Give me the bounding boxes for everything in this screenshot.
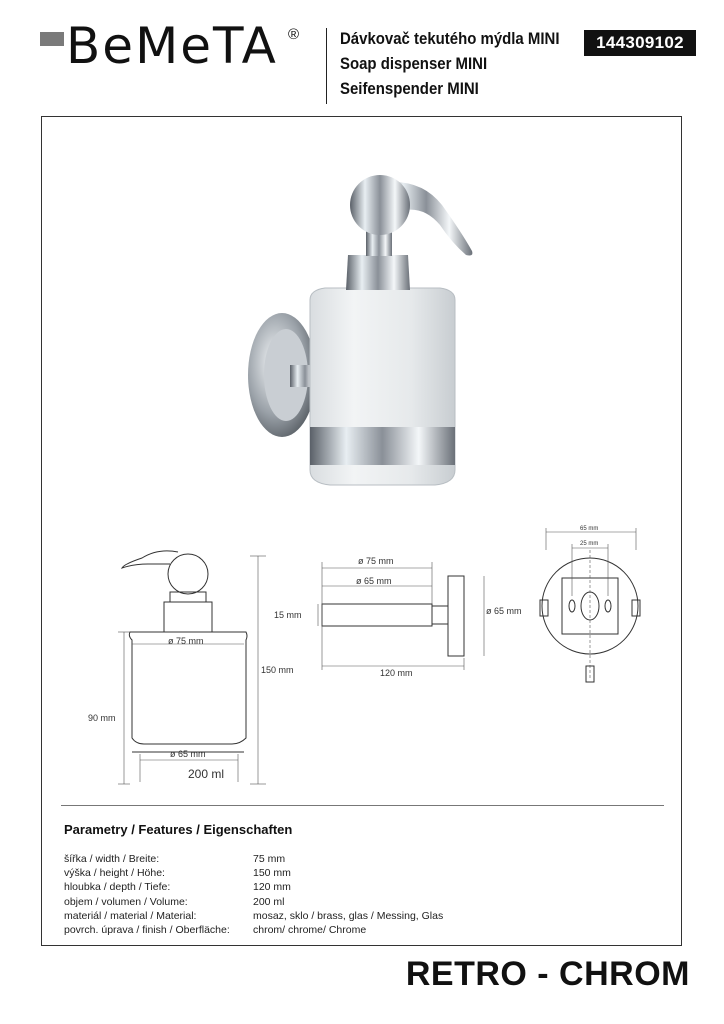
section-separator [61,805,664,806]
spec-row [64,895,443,909]
spec-value: 120 mm [253,881,291,894]
front-top-diameter: ø 75 mm [168,636,204,646]
features-heading: Parametry / Features / Eigenschaften [64,822,293,837]
title-cz: Dávkovač tekutého mýdla MINI [340,29,560,48]
back-25-dim: 25 mm [580,541,599,547]
front-bottom-diameter: ø 65 mm [170,749,206,759]
spec-label: výška / height / Höhe: [64,867,165,880]
title-de: Seifenspender MINI [340,79,479,98]
side-rose-dim: ø 65 mm [486,606,522,616]
side-dia75-dim: ø 75 mm [358,556,394,566]
spec-value: 150 mm [253,867,291,880]
spec-label: objem / volumen / Volume: [64,895,188,908]
spec-value: 75 mm [253,853,286,865]
spec-row [64,880,443,894]
spec-label: materiál / material / Material: [64,909,197,922]
back-65-dim: 65 mm [580,526,599,532]
spec-value: chrom/ chrome/ Chrome [253,924,367,937]
header-divider [326,28,327,104]
spec-row [64,852,443,866]
technical-drawings [60,520,670,800]
brand-logo [40,17,305,78]
front-body-height-dim: 90 mm [88,713,116,723]
spec-value: mosaz, sklo / brass, glas / Messing, Glas [253,909,444,922]
product-titles [340,26,589,101]
spec-value: 200 ml [253,895,285,908]
spec-row [64,909,443,923]
spec-row [64,923,443,937]
side-15-dim: 15 mm [274,610,302,620]
title-en: Soap dispenser MINI [340,54,488,73]
spec-label: povrch. úprava / finish / Oberfläche: [64,924,230,937]
spec-label: šířka / width / Breite: [64,853,160,865]
side-dia65-dim: ø 65 mm [356,576,392,586]
spec-row [64,866,443,880]
registered-mark: ® [288,26,300,43]
front-height-dim: 150 mm [261,665,294,675]
side-depth-dim: 120 mm [380,668,413,678]
product-code-badge: 144309102 [584,30,696,56]
series-title: RETRO - CHROM [405,955,690,993]
features-table [64,852,443,937]
front-volume-mark: 200 ml [188,767,225,781]
logo-square-icon [40,32,64,46]
product-photo [230,165,490,505]
spec-label: hloubka / depth / Tiefe: [64,881,171,894]
logo-wordmark: BeMeTA [66,17,278,75]
